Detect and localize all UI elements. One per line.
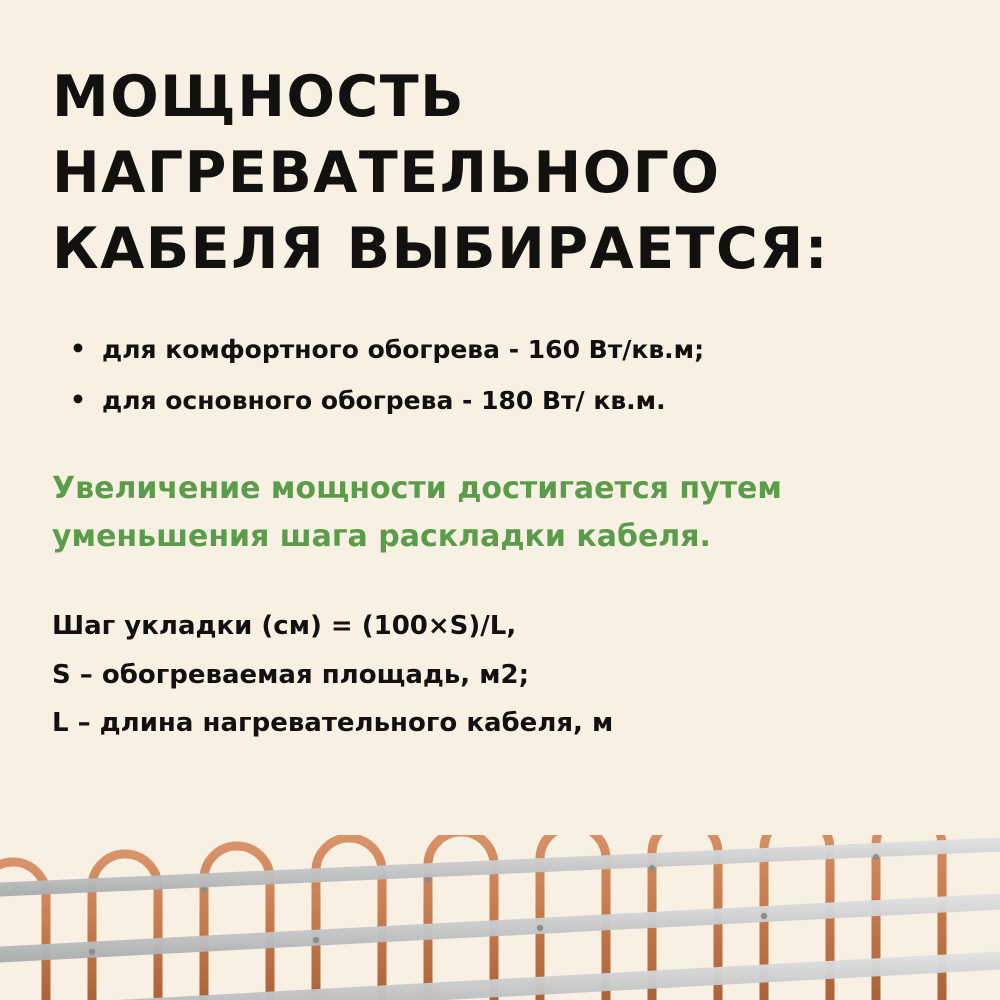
formula-line-1: Шаг укладки (см) = (100×S)/L, (52, 611, 517, 642)
highlight-note-line-1: Увеличение мощности достигается путем (52, 471, 782, 507)
list-item: • для комфортного обогрева - 160 Вт/кв.м; (70, 333, 948, 366)
formula-line-3: L – длина нагревательного кабеля, м (52, 707, 614, 738)
page-title-line-1: МОЩНОСТЬ (52, 64, 466, 130)
page-title-line-3: КАБЕЛЯ ВЫБИРАЕТСЯ: (52, 215, 830, 282)
formula-line-2: S – обогреваемая площадь, м2; (52, 659, 529, 690)
highlight-note (52, 465, 948, 560)
formula-block (52, 602, 948, 747)
heating-cable-mat-illustration (0, 835, 1000, 1000)
page-title (52, 60, 948, 287)
bullet-list (52, 333, 948, 417)
page-title-line-2: НАГРЕВАТЕЛЬНОГО (52, 139, 721, 206)
list-item: • для основного обогрева - 180 Вт/ кв.м. (70, 384, 948, 417)
highlight-note-line-2: уменьшения шага раскладки кабеля. (52, 518, 711, 554)
